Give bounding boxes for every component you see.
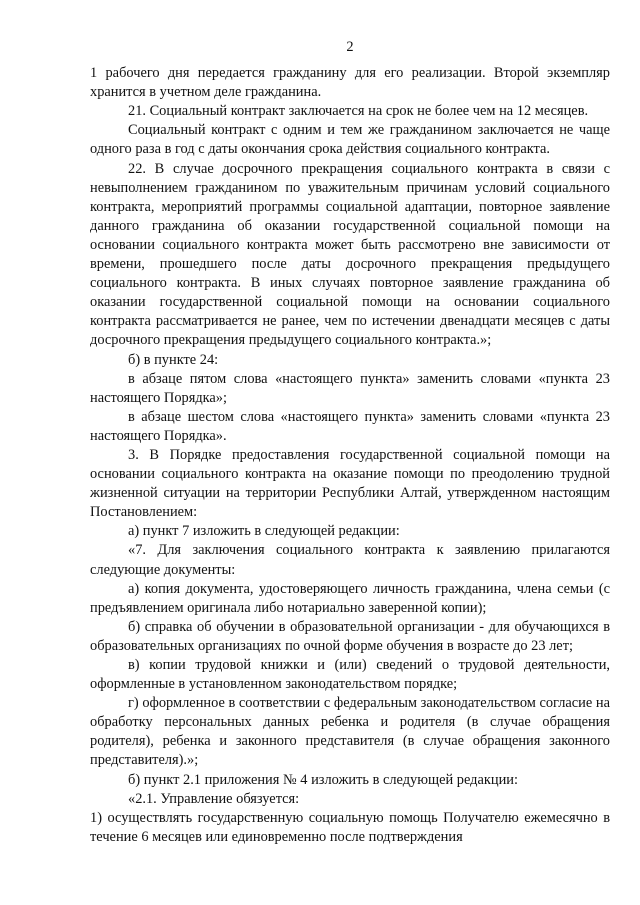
paragraph-continuation: 1 рабочего дня передается гражданину для его реализации. Второй экземпляр хранится в учетном деле гражданина. — [90, 65, 610, 101]
list-item-v: в) копии трудовой книжки и (или) сведений о трудовой деятельности, оформленные в установленном законодательством порядке; — [90, 657, 610, 693]
paragraph-item-a-7: а) пункт 7 изложить в следующей редакции: — [128, 523, 400, 540]
page-number: 2 — [346, 39, 354, 55]
list-item-1: 1) осуществлять государственную социальную помощь Получателю ежемесячно в течение 6 месяцев или единовременно после подтверждения — [90, 809, 610, 845]
paragraph-abzac-5: в абзаце пятом слова «настоящего пункта» заменить словами «пункта 23 настоящего Порядка»; — [90, 370, 610, 406]
paragraph-7: «7. Для заключения социального контракта к заявлению прилагаются следующие документы: — [90, 542, 610, 578]
paragraph-22: 22. В случае досрочного прекращения социального контракта в связи с невыполнением гражданином по уважительным причинам условий социального контракта, мероприятий программы социальной адаптации, повторное заявление данного гражданина об оказании государственной социальной помощи на основании социального контракта может быть рассмотрено вне зависимости от времени, прошедшего после даты досрочного прекращения предыдущего социального контракта. В иных случаях повторное заявление гражданина об оказании государственной социальной помощи на основании социального контракта рассматривается не ранее, чем по истечении двенадцати месяцев с даты досрочного прекращения предыдущего социального контракта.»; — [90, 160, 610, 349]
paragraph-21: 21. Социальный контракт заключается на срок не более чем на 12 месяцев. — [128, 103, 589, 120]
paragraph-abzac-6: в абзаце шестом слова «настоящего пункта» заменить словами «пункта 23 настоящего Порядка». — [90, 408, 610, 444]
paragraph-2-1: «2.1. Управление обязуется: — [128, 790, 300, 807]
list-item-b: б) справка об обучении в образовательной организации - для обучающихся в образовательных организациях по очной форме обучения в возрасте до 23 лет; — [90, 618, 610, 654]
paragraph-contract-frequency: Социальный контракт с одним и тем же гражданином заключается не чаще одного раза в год с даты окончания срока действия социального контракта. — [90, 122, 610, 158]
paragraph-item-b-24: б) в пункте 24: — [128, 351, 219, 368]
paragraph-3: 3. В Порядке предоставления государственной социальной помощи на основании социального контракта на оказание помощи по преодолению трудной жизненной ситуации на территории Республики Алтай, утвержденном настоящим Постановлением: — [90, 446, 610, 521]
list-item-a: а) копия документа, удостоверяющего личность гражданина, члена семьи (с предъявлением оригинала либо нотариально заверенной копии); — [90, 580, 610, 616]
document-page — [90, 38, 610, 847]
list-item-g: г) оформленное в соответствии с федеральным законодательством согласие на обработку персональных данных ребенка и родителя (в случае обращения родителя), ребенка и законного представителя (в случае обращения законного представителя).»; — [90, 695, 610, 769]
paragraph-item-b-2-1: б) пункт 2.1 приложения № 4 изложить в следующей редакции: — [128, 771, 518, 788]
